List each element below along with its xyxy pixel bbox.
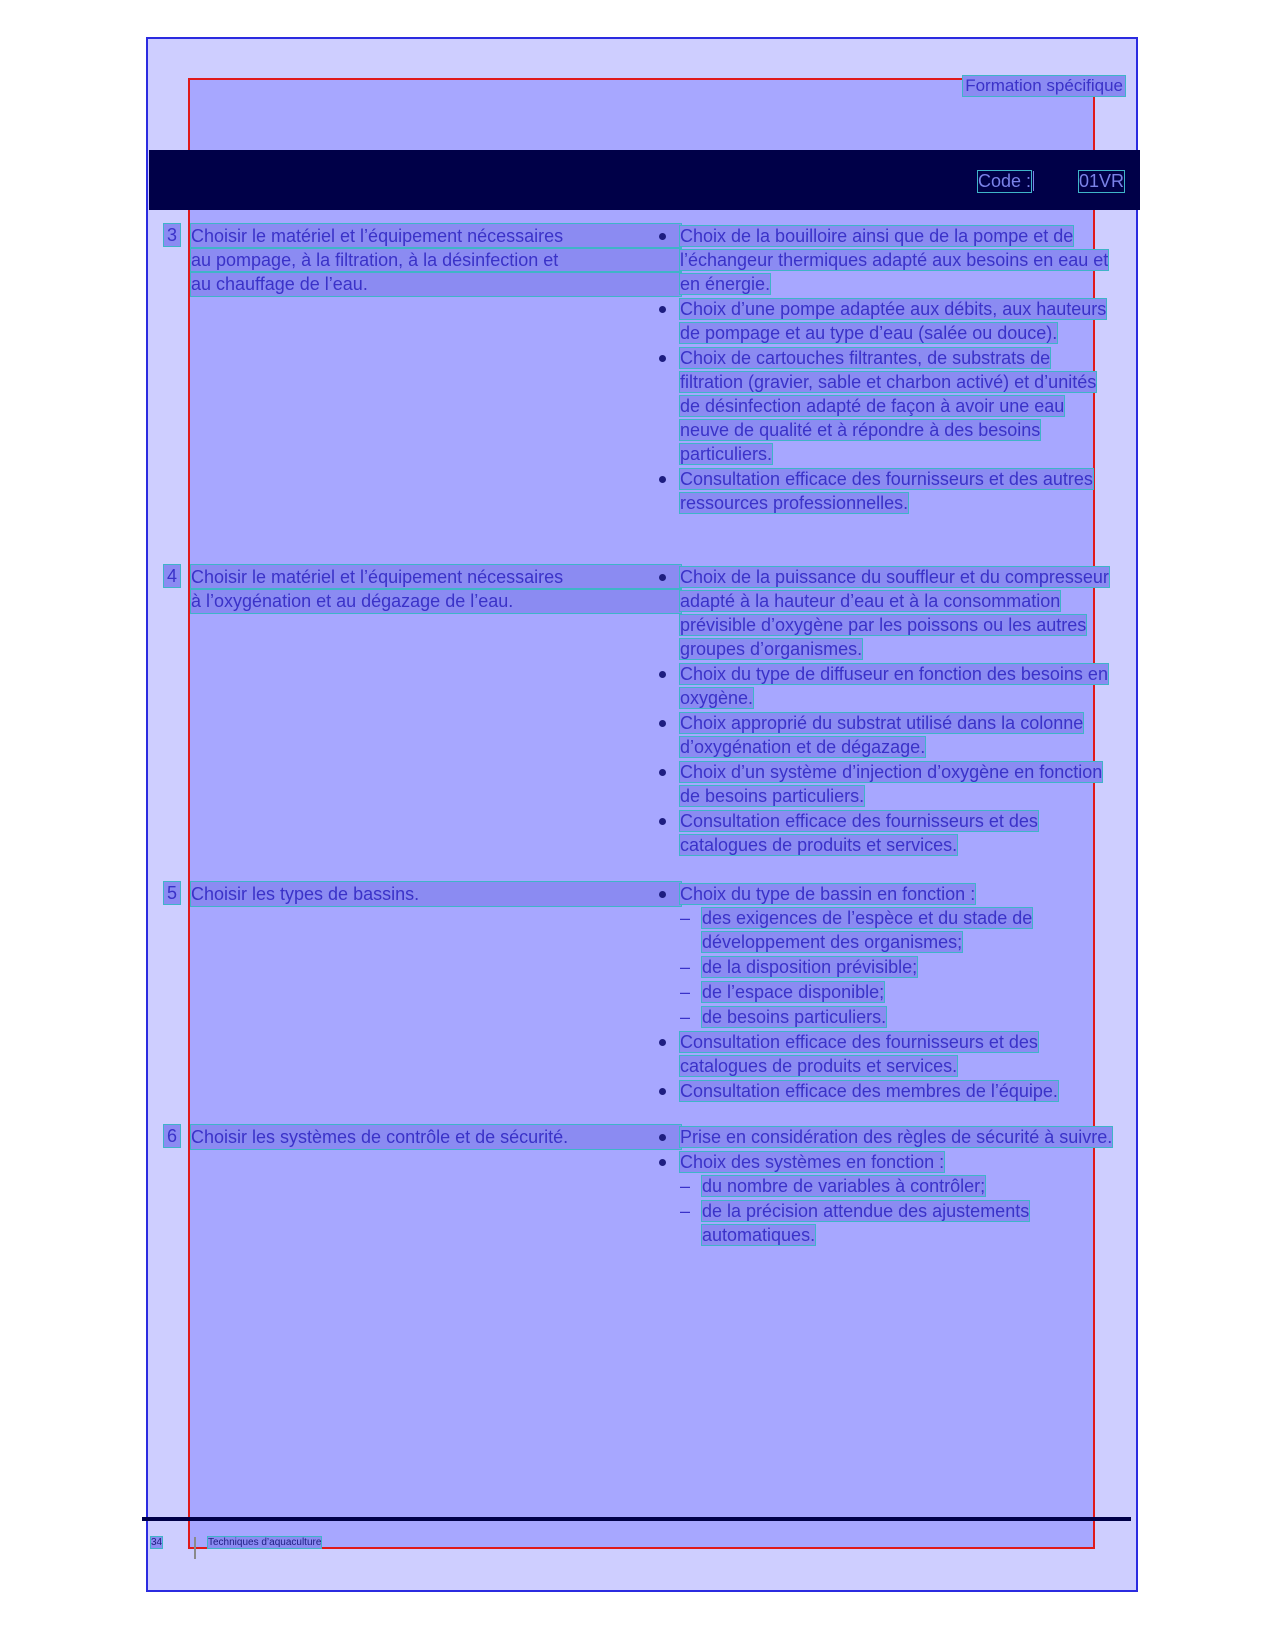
footer-title: Techniques d’aquaculture: [208, 1537, 322, 1548]
criteria-sub-item: – de l’espace disponible;: [680, 982, 885, 1002]
bullet-icon: [659, 306, 666, 313]
statement-line: au chauffage de l’eau.: [191, 272, 681, 296]
statement-line: Choisir les types de bassins.: [191, 882, 681, 906]
criteria-item: Choix de la puissance du souffleur et du compresseur adapté à la hauteur d’eau et à la consommation prévisible d’oxygène par les poissons ou les autres groupes d’organismes.: [656, 565, 1118, 661]
code-value: 01VR: [1079, 171, 1125, 191]
criteria-sub-item: – des exigences de l’espèce et du stade de développement des organismes;: [680, 908, 1033, 952]
code-separator: [1033, 171, 1034, 191]
bullet-icon: [659, 891, 666, 898]
bullet-icon: [659, 1134, 666, 1141]
criteria-item: Consultation efficace des membres de l’équipe.: [656, 1079, 1118, 1103]
bullet-icon: [659, 671, 666, 678]
bullet-icon: [659, 233, 666, 240]
bullet-icon: [659, 818, 666, 825]
row-number: 5: [164, 882, 180, 904]
dash-icon: –: [680, 982, 691, 1002]
criteria-sub-item: – de besoins particuliers.: [680, 1007, 887, 1027]
footer-page-number: 34: [151, 1537, 163, 1548]
criteria-list: [656, 1125, 1118, 1248]
criteria-item: Choix de cartouches filtrantes, de substrats de filtration (gravier, sable et charbon activé) et d’unités de désinfection adapté de façon à avoir une eau neuve de qualité et à répondre à des besoins particuliers.: [656, 346, 1118, 466]
statement-line: au pompage, à la filtration, à la désinfection et: [191, 248, 681, 272]
dash-icon: –: [680, 1201, 691, 1221]
criteria-list: [656, 565, 1118, 858]
row-number: 6: [164, 1125, 180, 1147]
criteria-sub-list: [680, 1174, 1118, 1247]
bullet-icon: [659, 574, 666, 581]
code-label: Code :: [978, 171, 1032, 191]
criteria-item: Choix d’une pompe adaptée aux débits, aux hauteurs de pompage et au type d’eau (salée ou douce).: [656, 297, 1118, 345]
row-statement: [191, 882, 681, 906]
statement-line: Choisir le matériel et l’équipement nécessaires: [191, 224, 681, 248]
statement-line: Choisir le matériel et l’équipement nécessaires: [191, 565, 681, 589]
criteria-item: Consultation efficace des fournisseurs et des catalogues de produits et services.: [656, 809, 1118, 857]
criteria-item: Consultation efficace des fournisseurs et des catalogues de produits et services.: [656, 1030, 1118, 1078]
row-statement: [191, 224, 681, 296]
criteria-item: Choix d’un système d’injection d’oxygène en fonction de besoins particuliers.: [656, 760, 1118, 808]
criteria-sub-list: [680, 906, 1118, 1029]
bullet-icon: [659, 476, 666, 483]
bullet-icon: [659, 769, 666, 776]
criteria-item: Choix du type de bassin en fonction : – des exigences de l’espèce et du stade de développement des organismes; – de la disposition prévisible; – de l’espace disponible; – de besoins particuliers.: [656, 882, 1118, 1029]
row-statement: [191, 1125, 681, 1149]
dash-icon: –: [680, 1176, 691, 1196]
row-statement: [191, 565, 681, 613]
bullet-icon: [659, 720, 666, 727]
dash-icon: –: [680, 1007, 691, 1027]
bullet-icon: [659, 355, 666, 362]
criteria-item: Choix de la bouilloire ainsi que de la pompe et de l’échangeur thermiques adapté aux besoins en eau et en énergie.: [656, 224, 1118, 296]
criteria-item: Consultation efficace des fournisseurs et des autres ressources professionnelles.: [656, 467, 1118, 515]
criteria-sub-item: – du nombre de variables à contrôler;: [680, 1176, 986, 1196]
statement-line: Choisir les systèmes de contrôle et de sécurité.: [191, 1125, 681, 1149]
criteria-item: Choix du type de diffuseur en fonction des besoins en oxygène.: [656, 662, 1118, 710]
row-number: 4: [164, 565, 180, 587]
bullet-icon: [659, 1039, 666, 1046]
criteria-item: Prise en considération des règles de sécurité à suivre.: [656, 1125, 1118, 1149]
running-head: Formation spécifique: [965, 76, 1123, 95]
dash-icon: –: [680, 957, 691, 977]
criteria-sub-item: – de la précision attendue des ajustements automatiques.: [680, 1201, 1030, 1245]
footer-rule: [142, 1517, 1131, 1521]
bullet-icon: [659, 1088, 666, 1095]
footer-tick: [194, 1537, 196, 1559]
criteria-list: [656, 224, 1118, 516]
row-number: 3: [164, 224, 180, 246]
criteria-sub-item: – de la disposition prévisible;: [680, 957, 918, 977]
criteria-item: Choix des systèmes en fonction : – du nombre de variables à contrôler; – de la précision attendue des ajustements automatiques.: [656, 1150, 1118, 1247]
criteria-list: [656, 882, 1118, 1104]
dash-icon: –: [680, 908, 691, 928]
bullet-icon: [659, 1159, 666, 1166]
criteria-item: Choix approprié du substrat utilisé dans la colonne d’oxygénation et de dégazage.: [656, 711, 1118, 759]
statement-line: à l’oxygénation et au dégazage de l’eau.: [191, 589, 681, 613]
